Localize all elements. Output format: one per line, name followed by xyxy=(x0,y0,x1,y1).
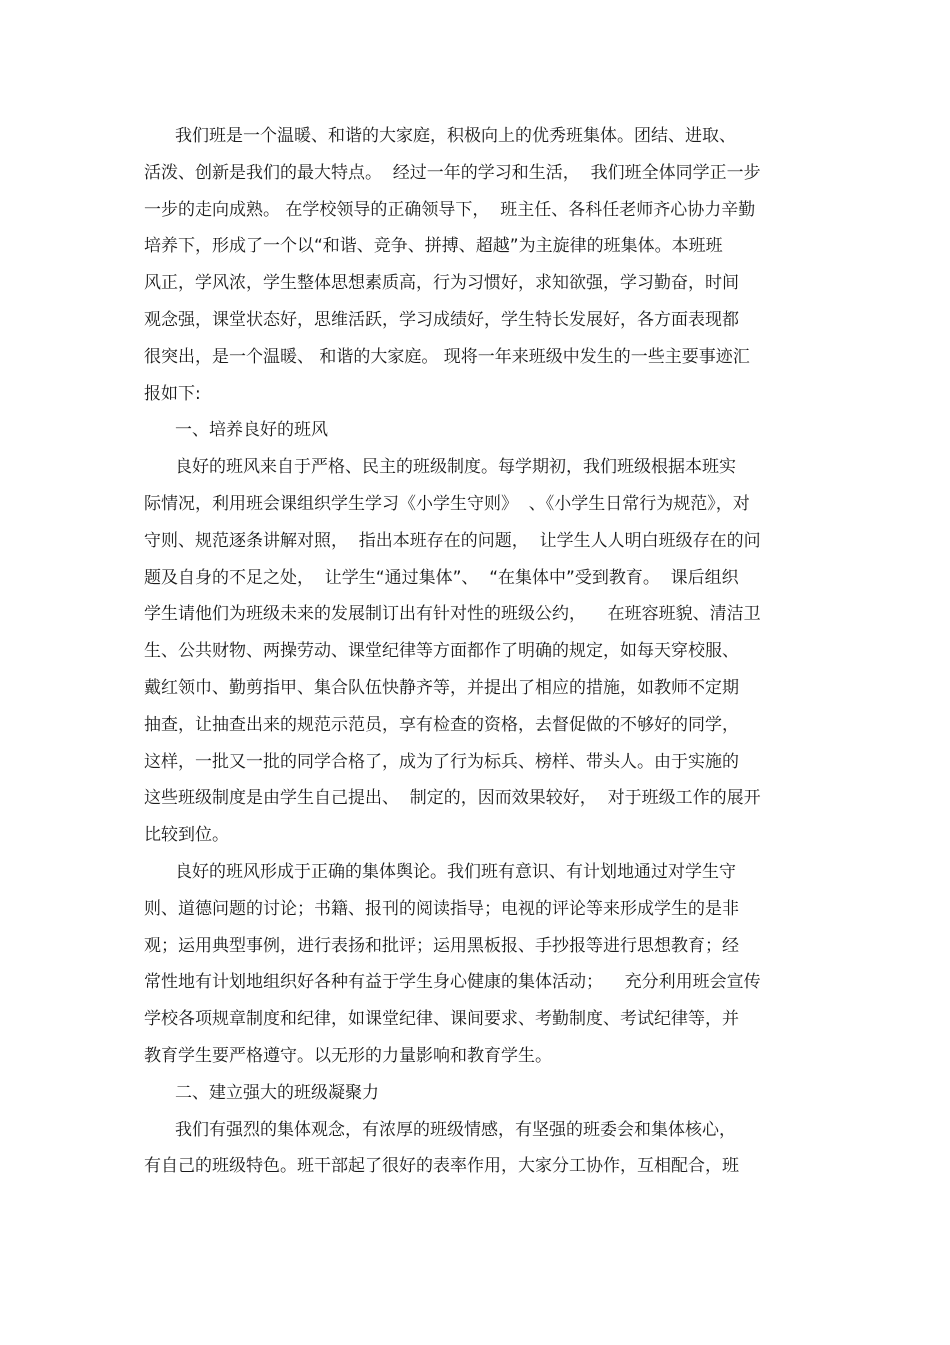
paragraph-line: 守则、规范逐条讲解对照， 指出本班存在的问题， 让学生人人明白班级存在的问 xyxy=(144,530,761,551)
paragraph-line: 观；运用典型事例，进行表扬和批评；运用黑板报、手抄报等进行思想教育；经 xyxy=(144,935,739,956)
paragraph-line: 我们有强烈的集体观念，有浓厚的班级情感，有坚强的班委会和集体核心， xyxy=(175,1119,736,1140)
paragraph-line: 我们班是一个温暖、和谐的大家庭，积极向上的优秀班集体。团结、进取、 xyxy=(175,126,736,146)
paragraph-line: 良好的班风来自于严格、民主的班级制度。每学期初，我们班级根据本班实 xyxy=(175,457,736,478)
paragraph-line: 很突出，是一个温暖、 和谐的大家庭。 现将一年来班级中发生的一些主要事迹汇 xyxy=(144,346,750,367)
section-heading: 二、建立强大的班级凝聚力 xyxy=(175,1082,379,1103)
paragraph-line: 有自己的班级特色。班干部起了很好的表率作用，大家分工协作，互相配合，班 xyxy=(144,1156,739,1177)
paragraph-line: 则、道德问题的讨论；书籍、报刊的阅读指导；电视的评论等来形成学生的是非 xyxy=(144,898,739,919)
section-heading: 一、培养良好的班风 xyxy=(175,420,328,441)
paragraph-line: 生、公共财物、两操劳动、课堂纪律等方面都作了明确的规定，如每天穿校服、 xyxy=(144,641,739,662)
paragraph-line: 教育学生要严格遵守。以无形的力量影响和教育学生。 xyxy=(144,1045,552,1066)
paragraph-line: 观念强，课堂状态好，思维活跃，学习成绩好，学生特长发展好，各方面表现都 xyxy=(144,309,739,330)
paragraph-line: 常性地有计划地组织好各种有益于学生身心健康的集体活动； 充分利用班会宣传 xyxy=(144,972,761,993)
paragraph-line: 题及自身的不足之处， 让学生“通过集体”、 “在集体中”受到教育。 课后组织 xyxy=(144,567,739,588)
paragraph-line: 良好的班风形成于正确的集体舆论。我们班有意识、有计划地通过对学生守 xyxy=(175,861,736,882)
paragraph-line: 比较到位。 xyxy=(144,825,229,846)
paragraph-line: 这样，一批又一批的同学合格了，成为了行为标兵、榜样、带头人。由于实施的 xyxy=(144,751,739,772)
paragraph-line: 戴红领巾、勤剪指甲、集合队伍快静齐等，并提出了相应的措施，如教师不定期 xyxy=(144,677,739,698)
paragraph-line: 抽查，让抽查出来的规范示范员，享有检查的资格，去督促做的不够好的同学， xyxy=(144,714,739,735)
paragraph-line: 学校各项规章制度和纪律，如课堂纪律、课间要求、考勤制度、考试纪律等，并 xyxy=(144,1009,739,1030)
paragraph-line: 活泼、创新是我们的最大特点。 经过一年的学习和生活， 我们班全体同学正一步 xyxy=(144,162,761,183)
paragraph-line: 这些班级制度是由学生自己提出、 制定的，因而效果较好， 对于班级工作的展开 xyxy=(144,788,761,809)
paragraph-line: 一步的走向成熟。 在学校领导的正确领导下， 班主任、各科任老师齐心协力辛勤 xyxy=(144,199,756,220)
paragraph-line: 风正，学风浓，学生整体思想素质高，行为习惯好，求知欲强，学习勤奋，时间 xyxy=(144,273,739,294)
document-body xyxy=(144,118,809,1185)
paragraph-line: 学生请他们为班级未来的发展制订出有针对性的班级公约， 在班容班貌、清洁卫 xyxy=(144,604,761,625)
paragraph-line: 培养下，形成了一个以“和谐、竞争、拼搏、超越”为主旋律的班集体。本班班 xyxy=(144,236,723,257)
paragraph-line: 报如下: xyxy=(144,383,201,404)
paragraph-line: 际情况，利用班会课组织学生学习《小学生守则》 、《小学生日常行为规范》，对 xyxy=(144,493,750,514)
